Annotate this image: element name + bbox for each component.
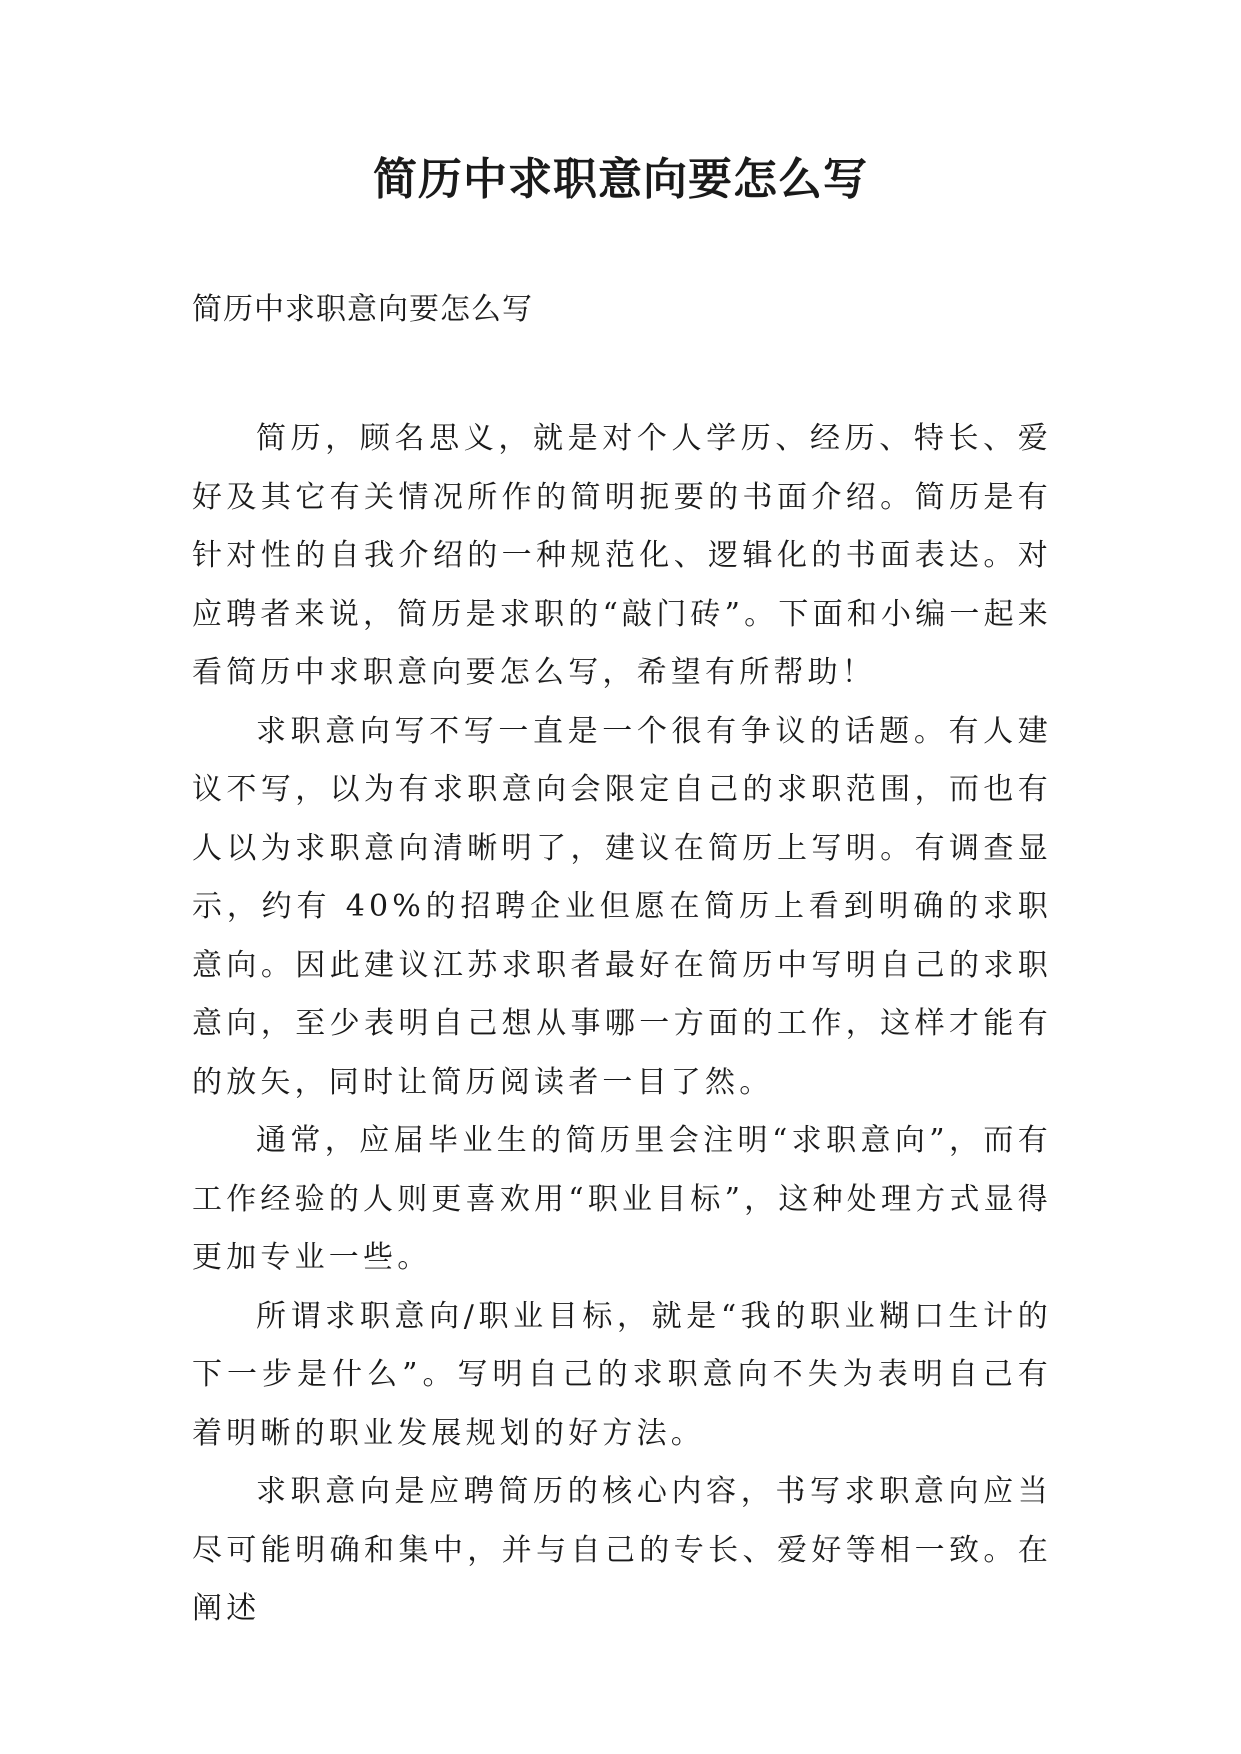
document-subtitle: 简历中求职意向要怎么写: [192, 292, 533, 327]
body-paragraph-2: 求职意向写不写一直是一个很有争议的话题。有人建议不写，以为有求职意向会限定自己的求职范围，而也有人以为求职意向清晰明了，建议在简历上写明。有调查显示，约有 40%的招聘企业但愿在简历上看到明确的求职意向。因此建议江苏求职者最好在简历中写明自己的求职意向，至少表明自己想从事哪一方面的工作，这样才能有的放矢，同时让简历阅读者一目了然。: [192, 713, 1052, 1100]
document-body: [192, 410, 1052, 1639]
body-paragraph-3: 通常，应届毕业生的简历里会注明“求职意向”，而有工作经验的人则更喜欢用“职业目标”，这种处理方式显得更加专业一些。: [192, 1123, 1052, 1275]
body-paragraph-4: 所谓求职意向/职业目标，就是“我的职业糊口生计的下一步是什么”。写明自己的求职意向不失为表明自己有着明晰的职业发展规划的好方法。: [192, 1298, 1052, 1451]
body-paragraph-1: 简历，顾名思义，就是对个人学历、经历、特长、爱好及其它有关情况所作的简明扼要的书面介绍。简历是有针对性的自我介绍的一种规范化、逻辑化的书面表达。对应聘者来说，简历是求职的“敲门砖”。下面和小编一起来看简历中求职意向要怎么写，希望有所帮助！: [192, 421, 1052, 690]
document-title: 简历中求职意向要怎么写: [373, 154, 868, 205]
body-paragraph-5: 求职意向是应聘简历的核心内容，书写求职意向应当尽可能明确和集中，并与自己的专长、爱好等相一致。在阐述: [192, 1474, 1052, 1626]
